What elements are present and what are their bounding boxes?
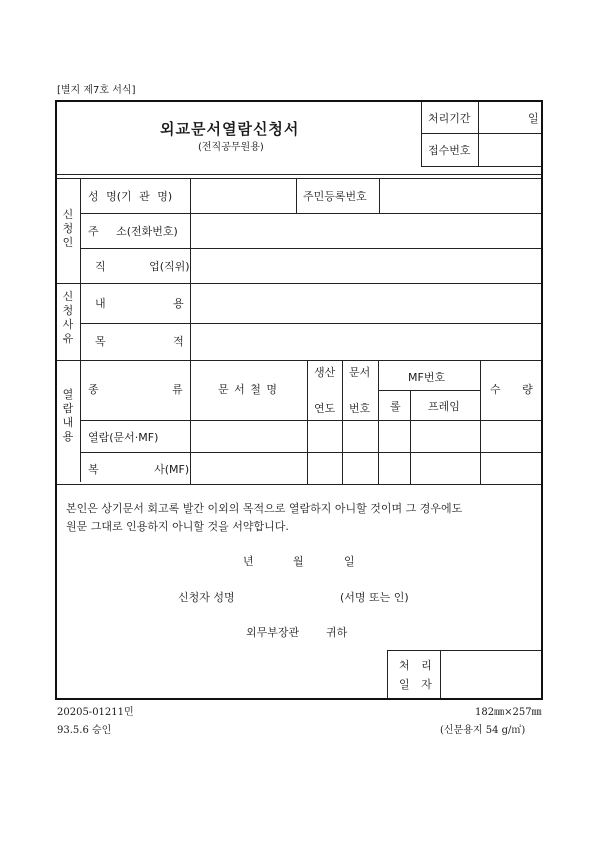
col-line: [190, 360, 191, 484]
processor-box-divider: [440, 650, 441, 698]
row-line: [378, 390, 480, 391]
resident-number-label: 주민등록번호: [303, 190, 367, 203]
processing-period-unit: 일: [528, 112, 539, 125]
footer-size: 182㎜×257㎜: [475, 707, 542, 718]
reason-section-label: 신청사유: [62, 290, 74, 345]
applicant-section-label: 신청인: [62, 208, 74, 249]
row-line: [80, 248, 541, 249]
col-line: [190, 178, 191, 283]
processor-label-2: 일 자: [399, 678, 432, 691]
form-title: 외교문서열람신청서: [160, 120, 300, 138]
document-label-1: 문서: [349, 366, 371, 379]
row-line: [80, 323, 541, 324]
processing-period-field[interactable]: [480, 103, 524, 132]
processor-field[interactable]: [442, 652, 539, 696]
production-label-1: 생산: [314, 366, 336, 379]
col-line: [379, 178, 380, 213]
date-day-label: 일: [344, 555, 355, 568]
row-line: [57, 283, 541, 284]
document-title-label: 문 서 철 명: [218, 383, 277, 396]
purpose-field[interactable]: [192, 325, 539, 358]
copy-document-title-field[interactable]: [192, 454, 305, 482]
applicant-sign-label: 신청자 성명: [178, 591, 235, 604]
applicant-name-field[interactable]: [245, 586, 335, 606]
processor-label-1: 처 리: [399, 659, 432, 672]
occupation-label: 직 업(직위): [95, 260, 190, 273]
row-line: [80, 420, 541, 421]
section-divider: [57, 178, 541, 179]
date-year-label: 년: [243, 555, 254, 568]
pledge-text-line2: 원문 그대로 인용하지 아니할 것을 서약합니다.: [66, 520, 289, 533]
addressee: 외무부장관: [246, 626, 300, 639]
col-line: [296, 178, 297, 213]
content-field[interactable]: [192, 285, 539, 321]
name-field[interactable]: [192, 180, 294, 211]
processor-box-left: [387, 650, 388, 698]
viewing-document-title-field[interactable]: [192, 422, 305, 450]
address-label: 주 소(전화번호): [88, 225, 178, 238]
header-divider: [421, 102, 422, 166]
roll-label: 롤: [390, 400, 401, 413]
col-line: [480, 360, 481, 484]
signature-hint: (서명 또는 인): [340, 591, 409, 604]
form-tag: [별지 제7호 서식]: [57, 85, 136, 96]
header-row-line: [421, 133, 541, 134]
date-month-label: 월: [293, 555, 304, 568]
header-row-line: [421, 166, 541, 167]
copy-row-label: 복 사(MF): [88, 463, 190, 476]
receipt-number-label: 접수번호: [428, 144, 471, 157]
name-label: 성 명(기 관 명): [88, 190, 173, 203]
row-line: [57, 360, 541, 361]
col-line: [307, 360, 308, 484]
form-subtitle: (전직공무원용): [198, 142, 264, 153]
addressee-suffix: 귀하: [326, 626, 348, 639]
document-label-2: 번호: [349, 402, 371, 415]
content-label: 내 용: [95, 297, 184, 310]
header-divider: [478, 102, 479, 166]
quantity-label: 수 량: [490, 383, 533, 396]
resident-number-field[interactable]: [381, 180, 539, 211]
frame-label: 프레임: [428, 400, 460, 413]
type-label: 종 류: [88, 383, 183, 396]
col-line: [190, 283, 191, 360]
viewing-row-label: 열람(문서·MF): [88, 431, 159, 444]
row-line: [80, 213, 541, 214]
section-label-divider: [80, 178, 81, 482]
mf-number-label: MF번호: [408, 371, 446, 384]
viewing-section-label: 열람내용: [62, 388, 74, 443]
footer-approval: 93.5.6 승인: [57, 725, 112, 736]
col-line: [342, 360, 343, 484]
processor-box-top: [387, 650, 541, 651]
purpose-label: 목 적: [95, 335, 184, 348]
footer-paper: (신문용지 54 g/㎡): [440, 725, 526, 736]
processing-period-label: 처리기간: [428, 112, 471, 125]
pledge-text-line1: 본인은 상기문서 회고록 발간 이외의 목적으로 열람하지 아니할 것이며 그 경우에도: [66, 502, 463, 515]
footer-code: 20205-01211민: [57, 707, 134, 718]
col-line: [410, 390, 411, 484]
occupation-field[interactable]: [192, 250, 539, 281]
row-line: [57, 484, 541, 485]
address-field[interactable]: [192, 215, 539, 246]
receipt-number-field[interactable]: [480, 135, 540, 165]
col-line: [378, 360, 379, 484]
row-line: [80, 452, 541, 453]
section-divider: [57, 174, 541, 175]
production-label-2: 연도: [314, 402, 336, 415]
